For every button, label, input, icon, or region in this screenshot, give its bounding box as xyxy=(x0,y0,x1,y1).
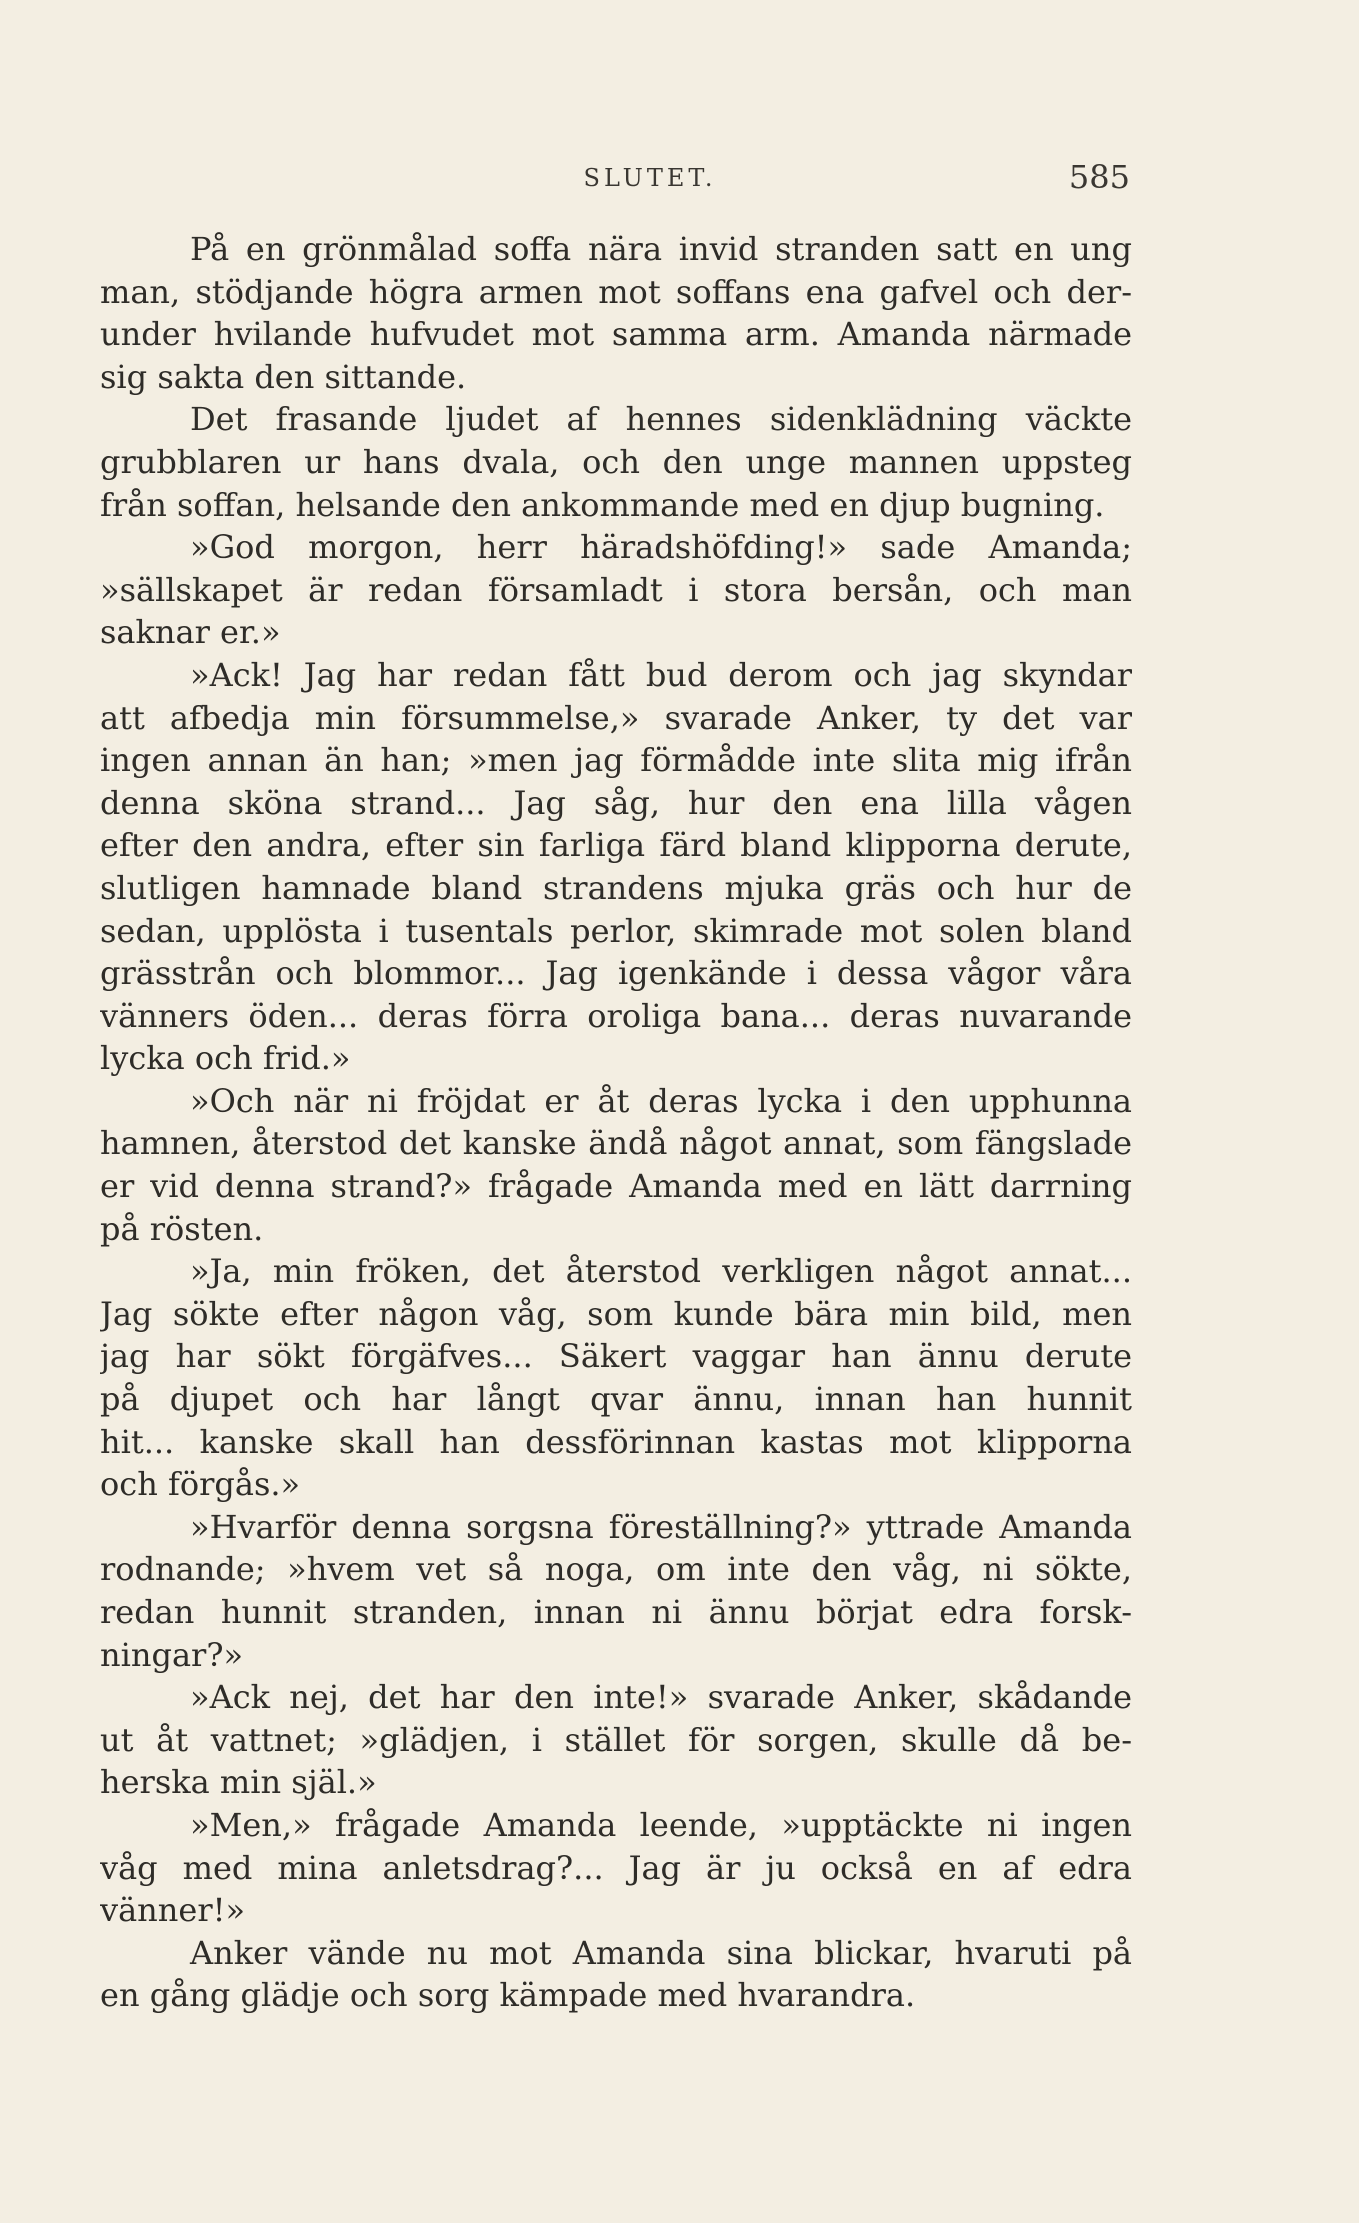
text-line: ingen annan än han; »men jag förmådde inte slita mig ifrån xyxy=(100,741,1132,780)
text-line: er vid denna strand?» frågade Amanda med en lätt darrning xyxy=(100,1167,1132,1206)
text-line: denna sköna strand... Jag såg, hur den ena lilla vågen xyxy=(100,783,1132,822)
text-line: våg med mina anletsdrag?... Jag är ju också en af edra xyxy=(100,1848,1132,1887)
text-line: Jag sökte efter någon våg, som kunde bära min bild, men xyxy=(100,1294,1132,1333)
text-line: »Ack! Jag har redan fått bud derom och jag skyndar xyxy=(190,655,1132,694)
text-line: sig sakta den sittande. xyxy=(100,357,467,396)
text-line: Anker vände nu mot Amanda sina blickar, hvaruti på xyxy=(190,1933,1132,1972)
text-line: hamnen, återstod det kanske ändå något annat, som fängslade xyxy=(100,1124,1132,1163)
text-line: att afbedja min försummelse,» svarade Anker, ty det var xyxy=(100,698,1132,737)
text-line: »God morgon, herr häradshöfding!» sade Amanda; xyxy=(190,528,1132,567)
text-line: efter den andra, efter sin farliga färd bland klipporna derute, xyxy=(100,826,1132,865)
text-line: Det frasande ljudet af hennes sidenklädning väckte xyxy=(190,400,1132,439)
text-line: »Men,» frågade Amanda leende, »upptäckte ni ingen xyxy=(190,1805,1132,1844)
text-line: lycka och frid.» xyxy=(100,1039,351,1078)
text-line: »sällskapet är redan församladt i stora bersån, och man xyxy=(100,570,1132,609)
text-line: ut åt vattnet; »glädjen, i stället för sorgen, skulle då be- xyxy=(100,1720,1132,1759)
running-title: SLUTET. xyxy=(583,164,717,192)
text-line: på djupet och har långt qvar ännu, innan han hunnit xyxy=(100,1380,1132,1419)
text-line: »Ja, min fröken, det återstod verkligen något annat... xyxy=(190,1252,1132,1291)
text-line: grässtrån och blommor... Jag igenkände i dessa vågor våra xyxy=(100,954,1132,993)
text-line: under hvilande hufvudet mot samma arm. Amanda närmade xyxy=(100,315,1132,354)
text-line: vänner!» xyxy=(100,1891,246,1930)
text-line: vänners öden... deras förra oroliga bana... deras nuvarande xyxy=(100,996,1132,1035)
text-line: man, stödjande högra armen mot soffans ena gafvel och der- xyxy=(100,272,1132,311)
text-line: rodnande; »hvem vet så noga, om inte den våg, ni sökte, xyxy=(100,1550,1132,1589)
text-line: redan hunnit stranden, innan ni ännu börjat edra forsk- xyxy=(100,1593,1132,1631)
text-line: på rösten. xyxy=(100,1209,264,1248)
text-line: grubblaren ur hans dvala, och den unge mannen uppsteg xyxy=(100,442,1132,481)
text-line: saknar er.» xyxy=(100,613,281,652)
text-line: ningar?» xyxy=(100,1635,244,1674)
page-number: 585 xyxy=(1068,158,1130,196)
text-line: »Och när ni fröjdat er åt deras lycka i den upphunna xyxy=(190,1081,1132,1120)
text-line: »Ack nej, det har den inte!» svarade Anker, skådande xyxy=(190,1678,1132,1717)
body-text xyxy=(100,228,1132,2017)
text-line: sedan, upplösta i tusentals perlor, skimrade mot solen bland xyxy=(100,911,1132,950)
text-line: jag har sökt förgäfves... Säkert vaggar han ännu derute xyxy=(100,1337,1132,1376)
text-line: hit... kanske skall han dessförinnan kastas mot klipporna xyxy=(100,1422,1132,1461)
text-line: och förgås.» xyxy=(100,1465,301,1504)
text-line: »Hvarför denna sorgsna föreställning?» yttrade Amanda xyxy=(190,1507,1132,1546)
text-line: från soffan, helsande den ankommande med en djup bugning. xyxy=(100,485,1105,524)
text-line: herska min själ.» xyxy=(100,1763,377,1802)
text-line: slutligen hamnade bland strandens mjuka gräs och hur de xyxy=(100,868,1132,907)
text-line: en gång glädje och sorg kämpade med hvarandra. xyxy=(100,1976,916,2015)
text-line: På en grönmålad soffa nära invid stranden satt en ung xyxy=(190,230,1132,268)
